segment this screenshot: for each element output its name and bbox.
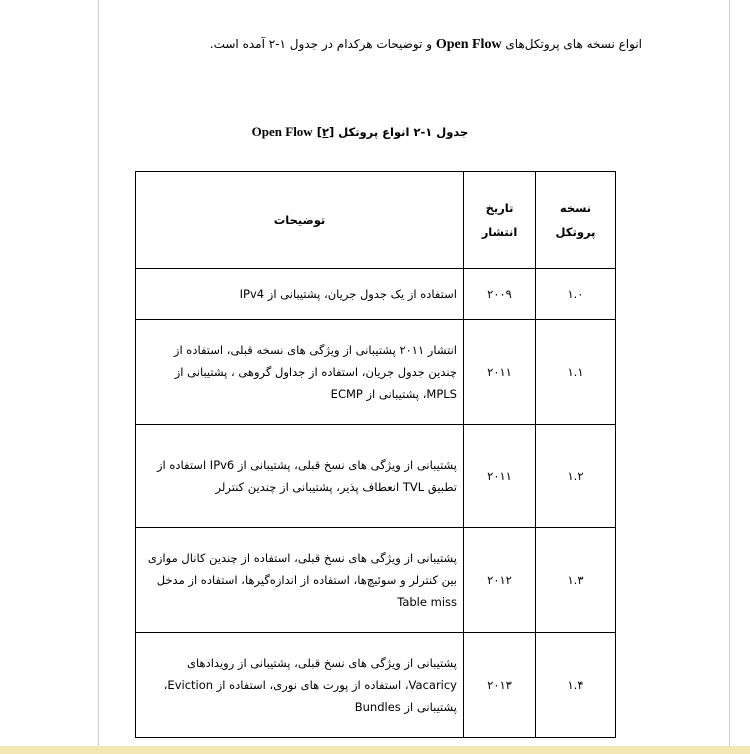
- cell-date: ۲۰۰۹: [464, 269, 536, 320]
- table-row: [136, 425, 616, 528]
- intro-text-after: و توضیحات هرکدام در جدول ۱-۲ آمده است.: [209, 37, 432, 51]
- cell-date: ۲۰۱۱: [464, 320, 536, 425]
- table-row: [136, 269, 616, 320]
- cell-description: انتشار ۲۰۱۱ پشتیبانی از ویژگی های نسخه قبلی، استفاده از چندین جدول جریان، استفاده از جداول گروهی ، پشتیبانی از MPLS، پشتیبانی از ECMP: [136, 320, 464, 425]
- table-row: [136, 633, 616, 738]
- caption-reference: [۲]: [316, 125, 335, 139]
- protocol-versions-table: [135, 171, 616, 738]
- caption-protocol-name: Open Flow: [251, 124, 313, 139]
- header-date: تاریخ انتشار: [464, 172, 536, 269]
- cell-description: پشتیبانی از ویژگی های نسخ قبلی، پشتیبانی از IPv6 استفاده از تطبیق TVL انعطاف پذیر، پشتیبانی از چندین کنترلر: [136, 425, 464, 528]
- cell-description: پشتیبانی از ویژگی های نسخ قبلی، پشتیبانی از رویدادهای Vacaricy، استفاده از پورت های نوری، استفاده از Eviction، پشتیبانی از Bundles: [136, 633, 464, 738]
- intro-protocol-name: Open Flow: [435, 37, 502, 52]
- cell-version: ۱.۰: [536, 269, 616, 320]
- table-caption: [200, 124, 520, 140]
- cell-date: ۲۰۱۲: [464, 528, 536, 633]
- cell-version: ۱.۳: [536, 528, 616, 633]
- cell-version: ۱.۲: [536, 425, 616, 528]
- intro-text: انواع نسخه های پروتکل‌های: [505, 37, 642, 51]
- cell-date: ۲۰۱۱: [464, 425, 536, 528]
- cell-description: پشتیبانی از ویژگی های نسخ قبلی، استفاده از چندین کانال موازی بین کنترلر و سوئیچ‌ها، استفاده از اندازه‌گیرها، استفاده از مدخل Table miss: [136, 528, 464, 633]
- cell-version: ۱.۱: [536, 320, 616, 425]
- cell-description: استفاده از یک جدول جریان، پشتیبانی از IPv4: [136, 269, 464, 320]
- table-row: [136, 528, 616, 633]
- table-header-row: [136, 172, 616, 269]
- page-bottom-band: [0, 746, 750, 754]
- caption-prefix: جدول ۱-۲ انواع پروتکل: [338, 125, 469, 139]
- header-version: نسخه پروتکل: [536, 172, 616, 269]
- table-row: [136, 320, 616, 425]
- header-description: توضیحات: [136, 172, 464, 269]
- cell-version: ۱.۴: [536, 633, 616, 738]
- intro-paragraph: [122, 34, 642, 55]
- cell-date: ۲۰۱۳: [464, 633, 536, 738]
